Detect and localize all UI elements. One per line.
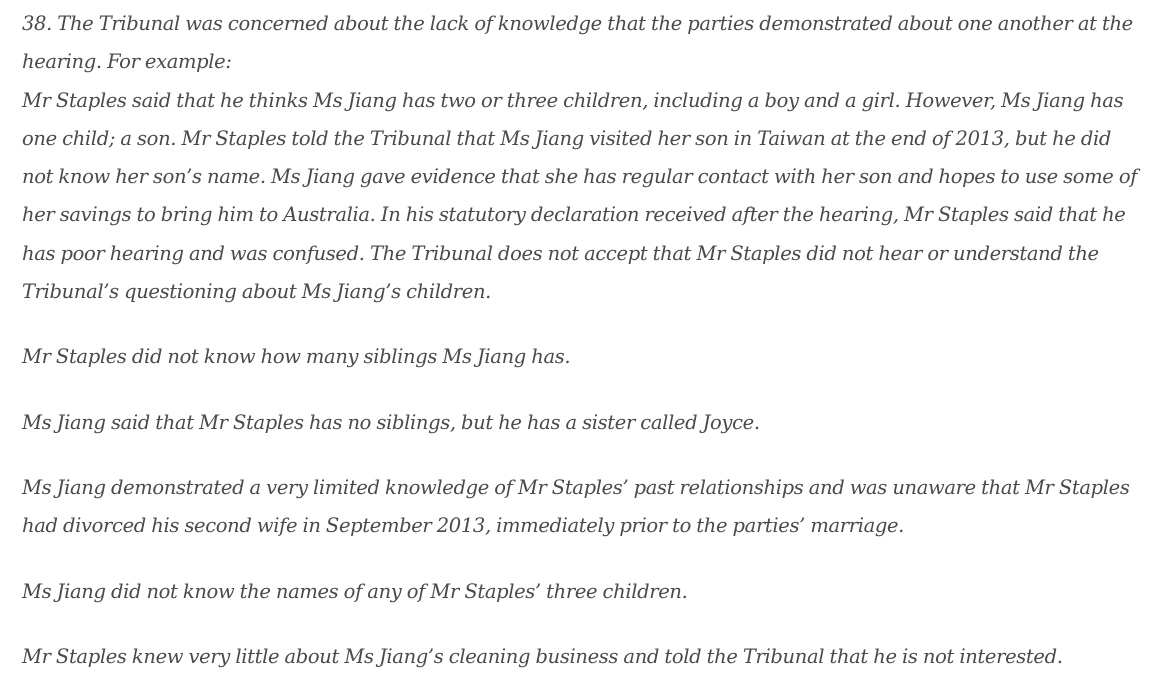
list-item: Ms Jiang did not know the names of any of Mr Staples’ three children. (22, 579, 688, 603)
paragraph-38-intro: 38. The Tribunal was concerned about the lack of knowledge that the parties demonstrated about one another at the hearing. For example: (22, 12, 1133, 74)
list-item: Mr Staples said that he thinks Ms Jiang has two or three children, including a boy and a girl. However, Ms Jiang has one child; a son. Mr Staples told the Tribunal that Ms Jiang visited her son in Taiwan at the end of 2013, but he did not know her son’s name. Ms Jiang gave evidence that she has regular contact with her son and hopes to use some of her savings to bring him to Australia. In his statutory declaration received after the hearing, Mr Staples said that he has poor hearing and was confused. The Tribunal does not accept that Mr Staples did not hear or understand the Tribunal’s questioning about Ms Jiang’s children. (22, 88, 1138, 304)
list-item: Mr Staples knew very little about Ms Jiang’s cleaning business and told the Tribunal that he is not interested. (22, 644, 1063, 668)
list-item: Mr Staples did not know how many siblings Ms Jiang has. (22, 345, 571, 369)
list-item: Ms Jiang demonstrated a very limited knowledge of Mr Staples’ past relationships and was unaware that Mr Staples had divorced his second wife in September 2013, immediately prior to the parties’ marriage. (22, 475, 1130, 538)
list-item: Ms Jiang said that Mr Staples has no siblings, but he has a sister called Joyce. (22, 410, 760, 434)
